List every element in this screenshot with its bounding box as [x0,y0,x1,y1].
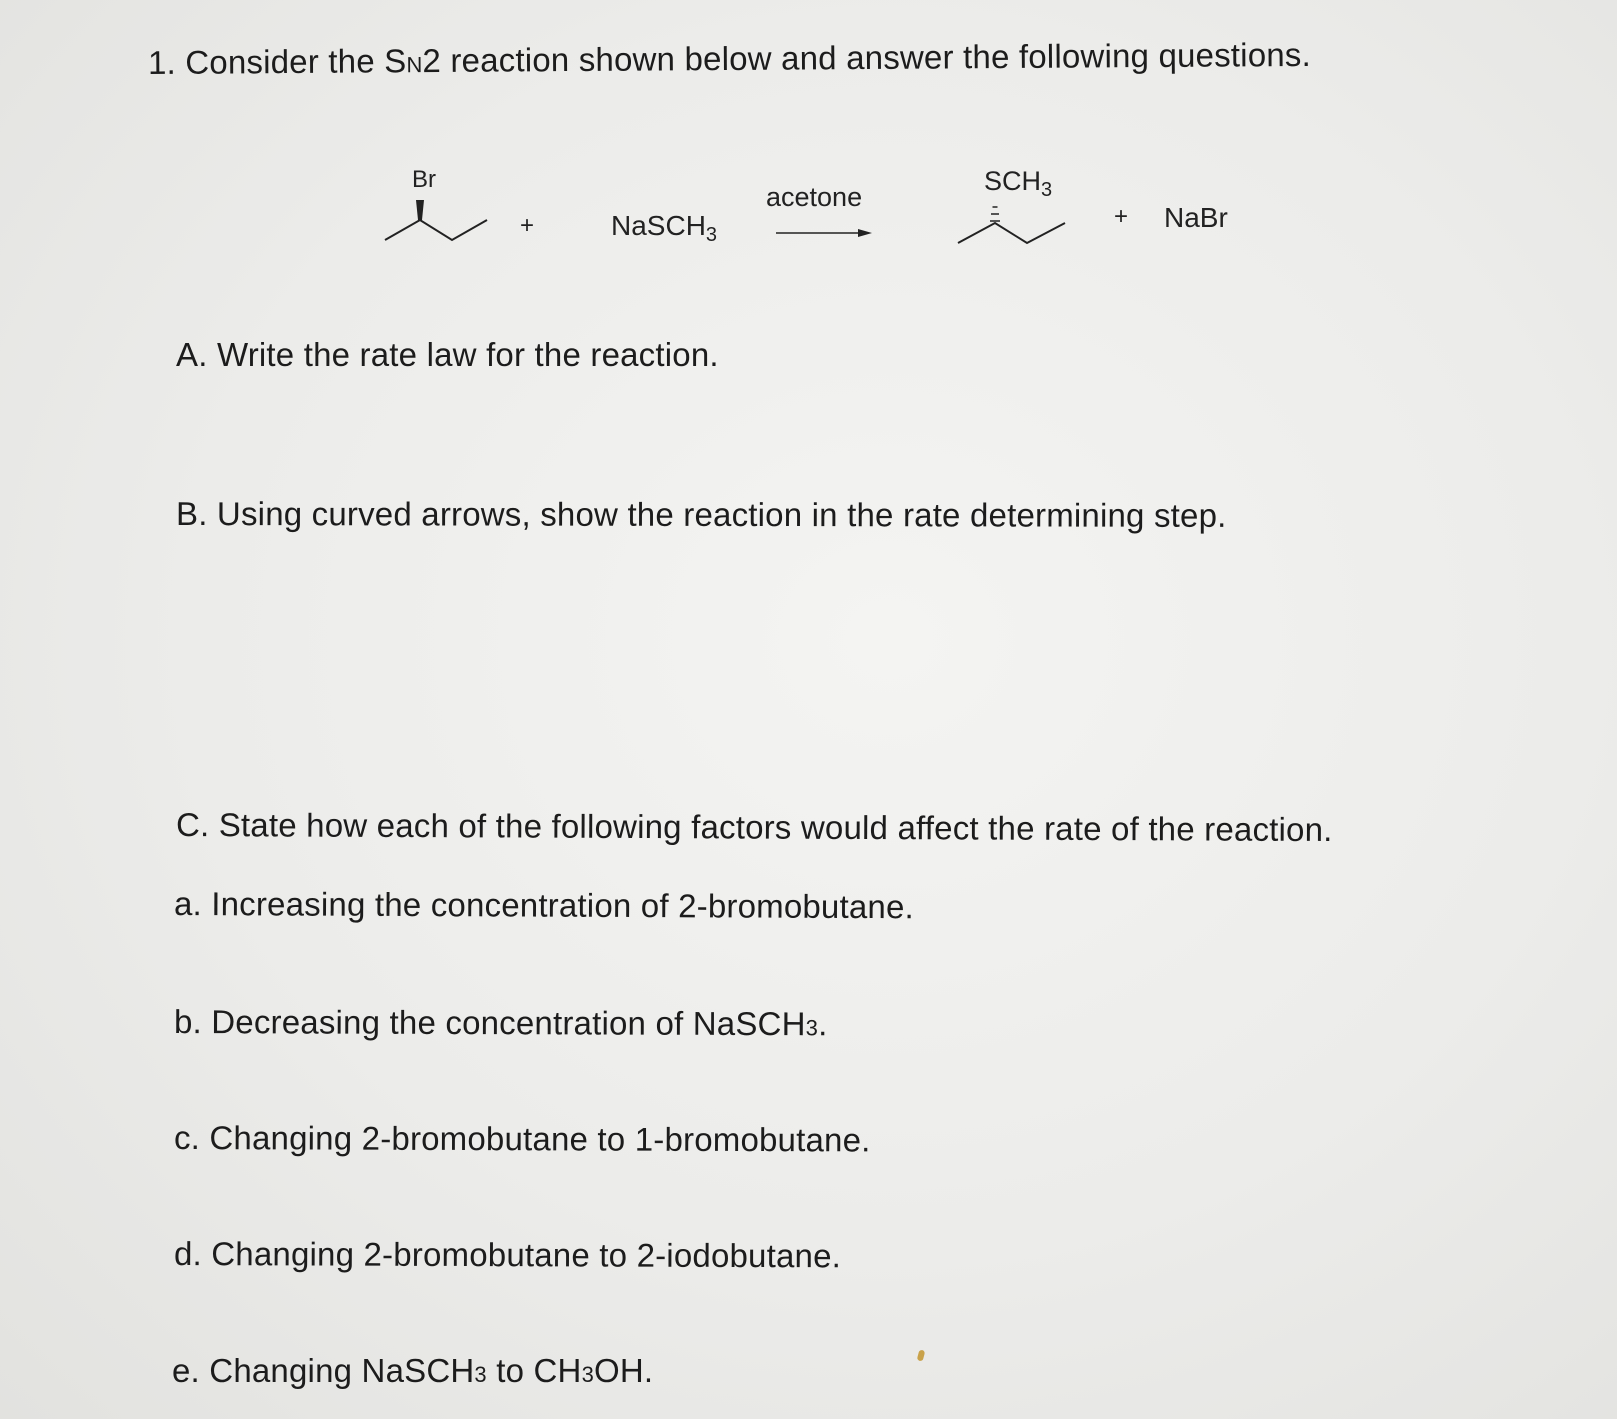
part-b-prompt: B. Using curved arrows, show the reaction in the rate determining step. [175,495,1227,534]
factor-b-subscript: 3 [805,1015,819,1041]
reagent-main-text: NaSCH [611,210,706,241]
question-number: 1. [147,43,177,81]
factor-e-subscript-1: 3 [474,1362,487,1387]
product-structure [955,200,1070,250]
reagent-subscript: 3 [705,224,718,246]
plus-sign-1: + [520,212,535,239]
factor-d: d. Changing 2-bromobutane to 2-iodobutane. [173,1235,842,1275]
factor-e [172,1352,653,1390]
mark-smudge [917,1349,926,1361]
factor-b [174,1003,828,1043]
factor-e-mid: to CH [486,1352,582,1389]
factor-a: a. Increasing the concentration of 2-bromobutane. [173,885,915,926]
reactant-2-bromobutane-structure [380,195,490,250]
title-sn-subscript: N [406,52,423,78]
reagent-nasch3 [611,210,717,247]
reaction-condition-acetone: acetone [766,182,863,212]
title-text-pre: Consider the S [185,42,407,81]
reaction-arrow [774,226,874,240]
part-c-prompt: C. State how each of the following factors would affect the rate of the reaction. [175,806,1333,849]
product-sch3-label [984,166,1052,202]
byproduct-nabr: NaBr [1164,202,1228,233]
product-label-subscript: 3 [1041,179,1053,201]
part-a-prompt: A. Write the rate law for the reaction. [176,336,719,373]
factor-e-end: OH. [594,1352,654,1389]
question-title [148,36,1311,82]
factor-e-subscript-2: 3 [581,1362,595,1387]
factor-b-period: . [818,1005,828,1043]
factor-e-text: e. Changing NaSCH [172,1352,475,1389]
plus-sign-2: + [1114,203,1129,230]
reactant-br-label: Br [412,166,436,193]
product-label-main: SCH [984,166,1042,196]
factor-c: c. Changing 2-bromobutane to 1-bromobutane. [173,1119,871,1159]
factor-b-text: b. Decreasing the concentration of NaSCH [173,1003,806,1043]
title-text-post: 2 reaction shown below and answer the following questions. [422,35,1312,80]
